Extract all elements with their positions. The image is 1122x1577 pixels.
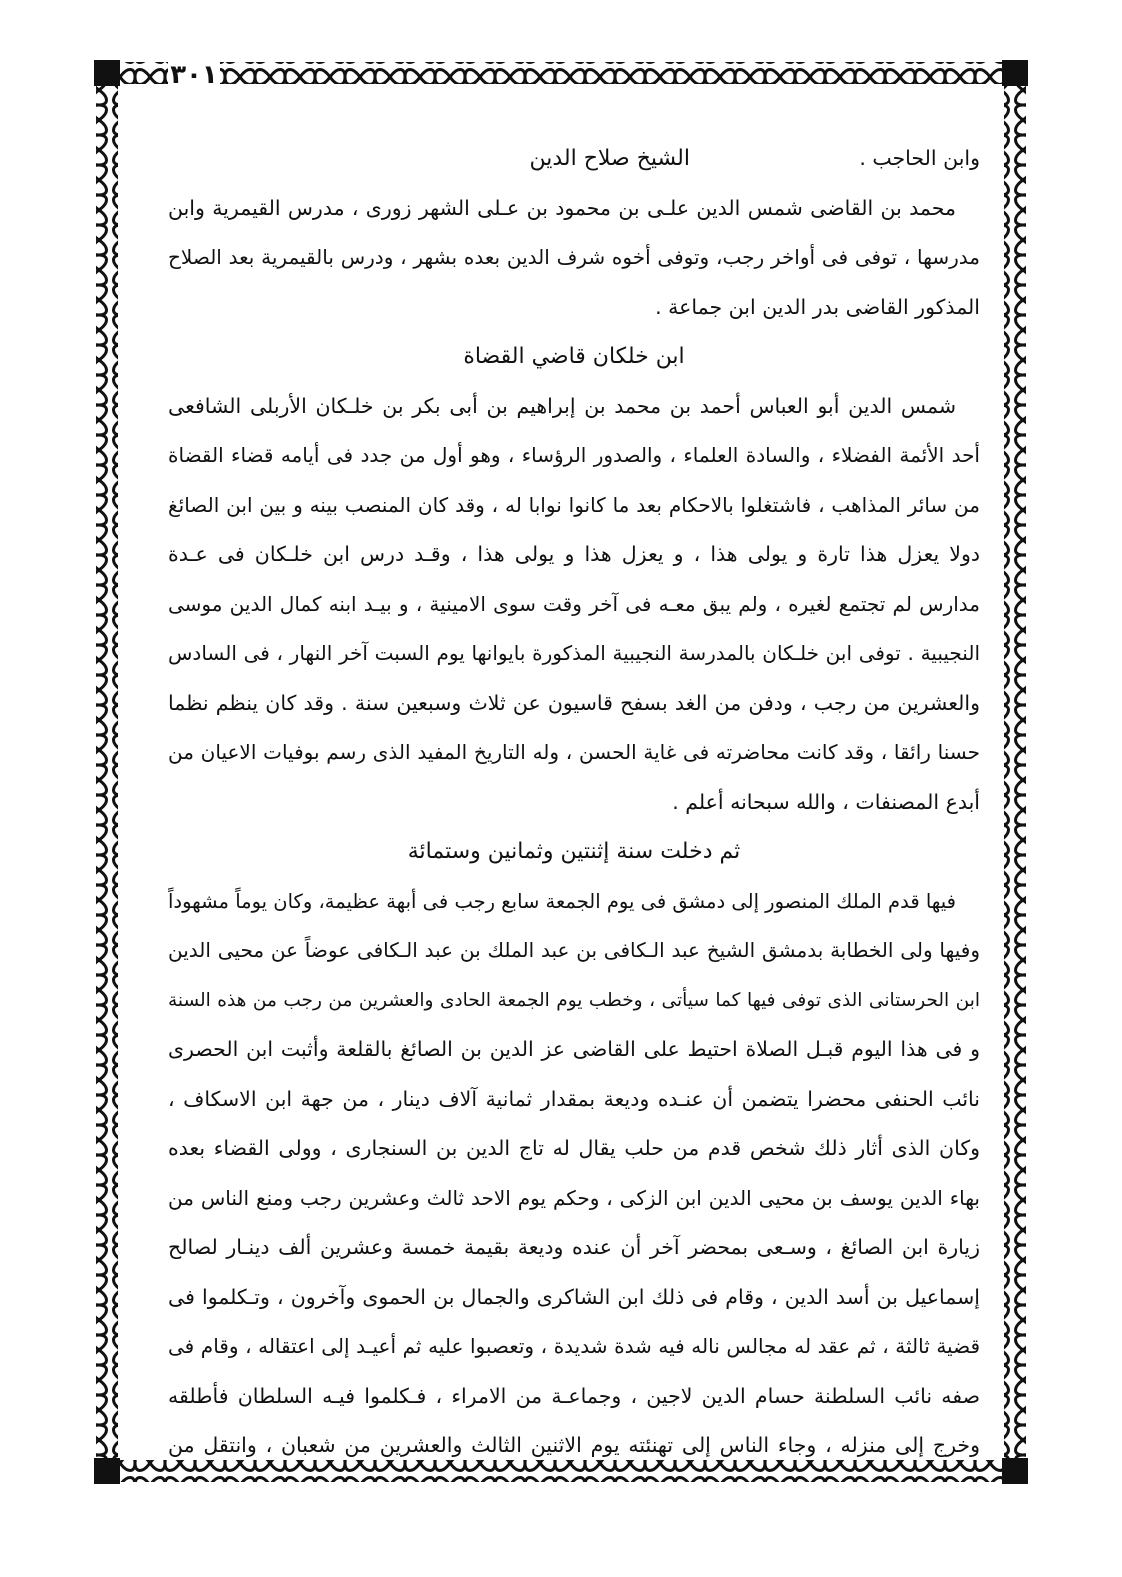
corner-ornament [1002, 1458, 1028, 1484]
header-row [168, 134, 980, 184]
section-heading-year-682: ثم دخلت سنة إثنتين وثمانين وستمائة [407, 839, 741, 864]
text-line: وكان الذى أثار ذلك شخص قدم من حلب يقال له تاج الدين بن السنجارى ، وولى القضاء بعده [168, 1136, 980, 1160]
text-line: صفه نائب السلطنة حسام الدين لاجين ، وجماعـة من الامراء ، فـكلموا فيـه السلطان فأطلقه [168, 1383, 980, 1408]
text-line: زيارة ابن الصائغ ، وسـعى بمحضر آخر أن عنده وديعة بقيمة خمسة وعشرين ألف دينـار لصالح [168, 1235, 980, 1259]
text-line: حسنا رائقا ، وقد كانت محاضرته فى غاية الحسن ، وله التاريخ المفيد الذى رسم بوفيات الاعيان من [168, 740, 980, 764]
text-line: ابن الحرستانى الذى توفى فيها كما سيأتى ، وخطب يوم الجمعة الحادى والعشرين من رجب من هذه السنة [168, 989, 980, 1011]
text-line: والعشرين من رجب ، ودفن من الغد بسفح قاسيون عن ثلاث وسبعين سنة . وقد كان ينظم نظما [168, 690, 980, 715]
text-line: محمد بن القاضى شمس الدين علـى بن محمود بن عـلى الشهر زورى ، مدرس القيمرية وابن [168, 195, 956, 220]
text-line: مدارس لم تجتمع لغيره ، ولم يبق معـه فى آخر وقت سوى الامينية ، و بيـد ابنه كمال الدين موسى [168, 591, 980, 616]
border-right [1004, 62, 1026, 1482]
section-heading-salah: الشيخ صلاح الدين [529, 146, 690, 171]
text-line: قضية ثالثة ، ثم عقد له مجالس ناله فيه شدة شديدة ، وتعصبوا عليه ثم أعيـد إلى اعتقاله ، وقام فى [168, 1334, 980, 1358]
text-line: بهاء الدين يوسف بن محيى الدين ابن الزكى ، وحكم يوم الاحد ثالث وعشرين رجب ومنع الناس من [168, 1185, 980, 1210]
main-text [168, 134, 980, 1464]
text-line: النجيبية . توفى ابن خلـكان بالمدرسة النجيبية المذكورة بايوانها يوم السبت آخر النهار ، فى السادس [168, 641, 980, 665]
border-left [96, 62, 118, 1482]
text-line: مدرسها ، توفى فى أواخر رجب، وتوفى أخوه شرف الدين بعده بشهر ، ودرس بالقيمرية بعد الصلاح [168, 245, 980, 269]
text-line: وخرج إلى منزله ، وجاء الناس إلى تهنئته يوم الاثنين الثالث والعشرين من شعبان ، وانتقل من [168, 1433, 980, 1457]
text-line: و فى هذا اليوم قبـل الصلاة احتيط على القاضى عز الدين بن الصائغ بالقلعة وأثبت ابن الحصرى [168, 1037, 980, 1061]
border-top [96, 62, 1026, 84]
text-line: نائب الحنفى محضرا يتضمن أن عنـده وديعة بمقدار ثمانية آلاف دينار ، من جهة ابن الاسكاف ، [168, 1086, 980, 1111]
text-line: دولا يعزل هذا تارة و يولى هذا ، و يعزل هذا و يولى هذا ، وقـد درس ابن خلـكان فى عـدة [168, 542, 980, 566]
previous-section-ending: وابن الحاجب . [859, 146, 980, 170]
corner-ornament [1002, 60, 1028, 86]
text-line: وفيها ولى الخطابة بدمشق الشيخ عبد الـكافى بن عبد الملك بن عبد الـكافى عوضاً عن محيى الدين [168, 938, 980, 962]
corner-ornament [94, 1458, 120, 1484]
page-number: ٣٠١ [168, 58, 220, 92]
text-line: أحد الأئمة الفضلاء ، والسادة العلماء ، والصدور الرؤساء ، وهو أول من جدد فى أيامه قضاء القضاة [168, 443, 980, 467]
text-line: شمس الدين أبو العباس أحمد بن محمد بن إبراهيم بن أبى بكر بن خلـكان الأربلى الشافعى [168, 393, 956, 418]
text-line: أبدع المصنفات ، والله سبحانه أعلم . [672, 789, 980, 814]
text-line: المذكور القاضى بدر الدين ابن جماعة . [655, 294, 980, 319]
text-line: إسماعيل بن أسد الدين ، وقام فى ذلك ابن الشاكرى والجمال بن الحموى وآخرون ، وتـكلموا فى [168, 1284, 980, 1309]
text-line: فيها قدم الملك المنصور إلى دمشق فى يوم الجمعة سابع رجب فى أبهة عظيمة، وكان يوماً مشهوداً [168, 889, 956, 913]
section-heading-khallikan: ابن خلكان قاضي القضاة [463, 344, 685, 369]
text-line: من سائر المذاهب ، فاشتغلوا بالاحكام بعد ما كانوا نوابا له ، وقد كان المنصب بينه و بين ابن الصائغ [168, 492, 980, 517]
corner-ornament [94, 60, 120, 86]
